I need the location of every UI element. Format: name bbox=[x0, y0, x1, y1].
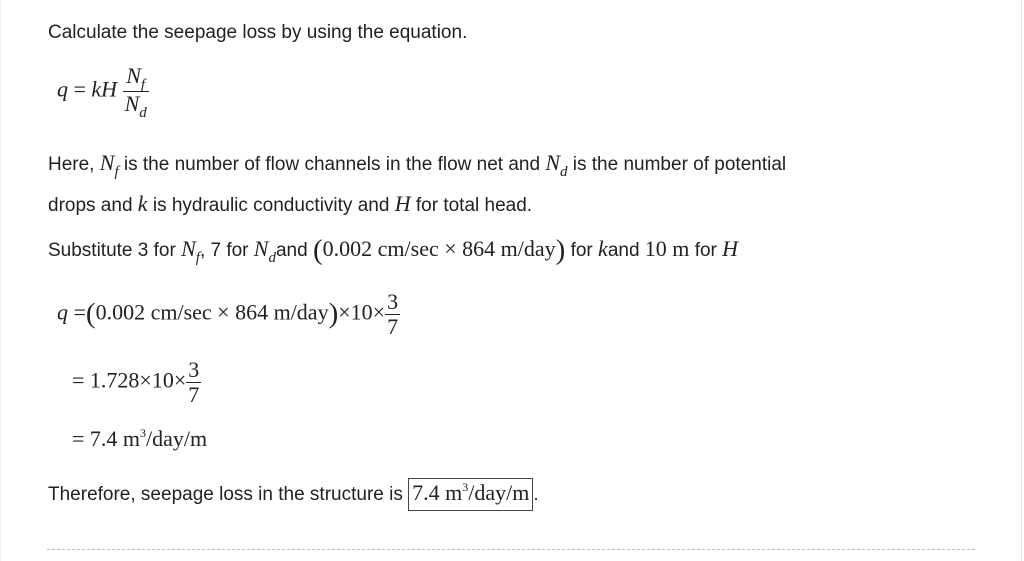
substitute-text-2: , 7 for bbox=[199, 240, 249, 261]
nd-symbol: N bbox=[545, 150, 560, 175]
h-symbol: H bbox=[394, 191, 411, 216]
eq1-coef: kH bbox=[91, 76, 118, 102]
subst-k-value: 0.002 cm/sec × 864 m/day bbox=[322, 236, 556, 261]
calc-step-1 bbox=[57, 290, 400, 339]
step2-equals: = bbox=[72, 367, 85, 393]
subst-nd-symbol: N bbox=[253, 236, 269, 261]
step1-close-paren: ) bbox=[328, 297, 339, 330]
subst-k-symbol: k bbox=[598, 236, 608, 261]
h-definition: for total head. bbox=[415, 195, 533, 216]
step1-mult: ×10× bbox=[338, 299, 386, 325]
drops-text: drops and bbox=[48, 195, 133, 216]
answer-unit: /day/m bbox=[468, 480, 530, 505]
section-divider bbox=[47, 549, 975, 550]
step2-expr: 1.728×10× bbox=[89, 367, 187, 393]
substitute-text-5: and bbox=[607, 240, 640, 261]
eq1-den-sub: d bbox=[139, 105, 147, 121]
step3-sup: 3 bbox=[140, 426, 147, 440]
step1-den: 7 bbox=[387, 314, 399, 339]
conclusion-period: . bbox=[533, 484, 539, 505]
nf-symbol: N bbox=[99, 150, 115, 175]
k-symbol: k bbox=[137, 191, 148, 216]
answer-sup: 3 bbox=[462, 480, 469, 494]
subst-head-value: 10 m bbox=[644, 236, 690, 261]
conclusion-line bbox=[48, 478, 539, 511]
intro-text: Calculate the seepage loss by using the equation. bbox=[48, 22, 468, 43]
step3-unit: /day/m bbox=[146, 426, 208, 451]
nd-definition: is the number of potential bbox=[572, 154, 787, 175]
subst-nf-sub: f bbox=[195, 250, 200, 266]
here-label: Here, bbox=[48, 154, 95, 175]
nf-definition: is the number of flow channels in the flow net and bbox=[123, 154, 541, 175]
answer-box bbox=[408, 478, 533, 511]
calc-step-3 bbox=[72, 426, 207, 452]
eq1-num-sub: f bbox=[140, 77, 146, 93]
step3-equals: = bbox=[72, 426, 85, 451]
nd-sub: d bbox=[560, 164, 568, 180]
step1-lhs: q bbox=[57, 299, 68, 325]
step2-num: 3 bbox=[188, 357, 200, 382]
step1-open-paren: ( bbox=[85, 297, 96, 330]
definition-line-1 bbox=[48, 151, 786, 178]
step2-fraction bbox=[186, 358, 201, 407]
definition-line-2 bbox=[48, 192, 532, 218]
substitute-text-4: for bbox=[570, 240, 593, 261]
step2-den: 7 bbox=[188, 382, 200, 407]
subst-close-paren: ) bbox=[555, 234, 566, 266]
eq1-equals: = bbox=[73, 76, 86, 102]
substitute-text-3: and bbox=[275, 240, 308, 261]
nf-sub: f bbox=[114, 164, 119, 180]
step1-fraction bbox=[385, 290, 400, 339]
conclusion-text: Therefore, seepage loss in the structure is bbox=[48, 484, 403, 505]
seepage-equation bbox=[57, 64, 149, 119]
calc-step-2 bbox=[72, 358, 201, 407]
step1-equals: = bbox=[73, 299, 86, 325]
step3-value: 7.4 m bbox=[89, 426, 141, 451]
eq1-den: N bbox=[124, 91, 140, 116]
eq1-lhs: q bbox=[57, 76, 68, 102]
step1-num: 3 bbox=[387, 289, 399, 314]
substitute-text-6: for bbox=[694, 240, 717, 261]
eq1-num: N bbox=[126, 63, 141, 88]
subst-nd-sub: d bbox=[268, 250, 276, 266]
substitute-text-1: Substitute 3 for bbox=[48, 240, 176, 261]
step1-expr: 0.002 cm/sec × 864 m/day bbox=[95, 299, 329, 325]
subst-nf-symbol: N bbox=[181, 236, 196, 261]
eq1-fraction bbox=[123, 64, 149, 119]
subst-open-paren: ( bbox=[312, 234, 323, 266]
answer-value: 7.4 m bbox=[412, 480, 463, 505]
substitute-line bbox=[48, 234, 739, 266]
subst-h-symbol: H bbox=[722, 236, 739, 261]
k-definition: is hydraulic conductivity and bbox=[152, 195, 390, 216]
